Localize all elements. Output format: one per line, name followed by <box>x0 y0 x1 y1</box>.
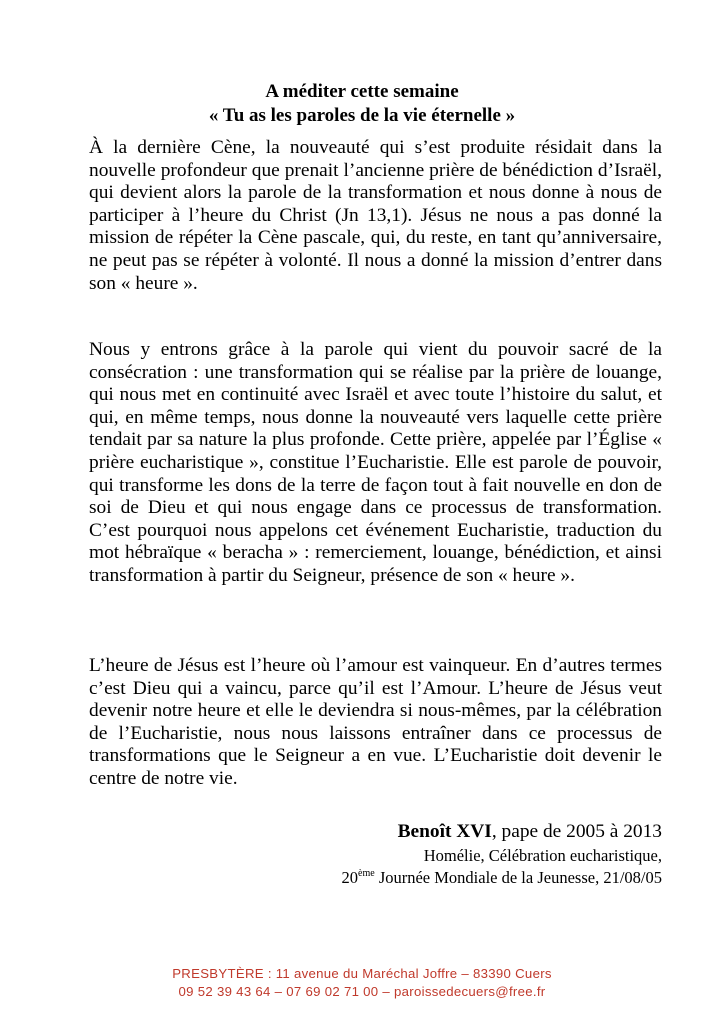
body-paragraph-2: Nous y entrons grâce à la parole qui vient du pouvoir sacré de la consécration : une transformation qui se réalise par la prière de louange, qui nous met en continuité avec Israël et avec toute l’histoire du salut, et qui, en même temps, nous donne la nouveauté vers laquelle cette prière tendait par sa nature la plus profonde. Cette prière, appelée par l’Église « prière eucharistique », constitue l’Eucharistie. Elle est parole de pouvoir, qui transforme les dons de la terre de façon tout à fait nouvelle en don de soi de Dieu et qui nous engage dans ce processus de transformation. C’est pourquoi nous appelons cet événement Eucharistie, traduction du mot hébraïque « beracha » : remerciement, louange, bénédiction, et ainsi transformation à partir du Seigneur, présence de son « heure ». <box>89 339 662 586</box>
body-paragraph-3: L’heure de Jésus est l’heure où l’amour est vainqueur. En d’autres termes c’est Dieu qui a vaincu, parce qu’il est l’Amour. L’heure de Jésus veut devenir notre heure et elle le deviendra si nous-mêmes, par la célébration de l’Eucharistie, nous nous laissons entraîner dans ce processus de transformations que le Seigneur a en vue. L’Eucharistie doit devenir le centre de notre vie. <box>89 655 662 789</box>
signature-source-line1: Homélie, Célébration eucharistique, <box>423 846 662 865</box>
source-line2-rest: Journée Mondiale de la Jeunesse, 21/08/05 <box>374 868 662 887</box>
signature-author-line <box>398 820 662 844</box>
signature-source-line2 <box>342 868 662 888</box>
footer-address: PRESBYTÈRE : 11 avenue du Maréchal Joffre – 83390 Cuers <box>172 966 552 981</box>
source-number: 20 <box>341 868 359 887</box>
footer-contact: 09 52 39 43 64 – 07 69 02 71 00 – paroissedecuers@free.fr <box>178 984 546 999</box>
source-superscript: ème <box>358 868 375 879</box>
page-title-line1: A méditer cette semaine <box>265 81 459 102</box>
body-paragraph-1: À la dernière Cène, la nouveauté qui s’est produite résidait dans la nouvelle profondeur que prenait l’ancienne prière de bénédiction d’Israël, qui devient alors la parole de la transformation et nous donne à nous de participer à l’heure du Christ (Jn 13,1). Jésus ne nous a pas donné la mission de répéter la Cène pascale, qui, du reste, en tant qu’anniversaire, ne peut pas se répéter à volonté. Il nous a donné la mission d’entrer dans son « heure ». <box>89 137 662 294</box>
signature-author: Benoît XVI <box>397 821 492 842</box>
page-title-quote: « Tu as les paroles de la vie éternelle » <box>208 105 516 126</box>
signature-author-role: , pape de 2005 à 2013 <box>491 821 662 842</box>
